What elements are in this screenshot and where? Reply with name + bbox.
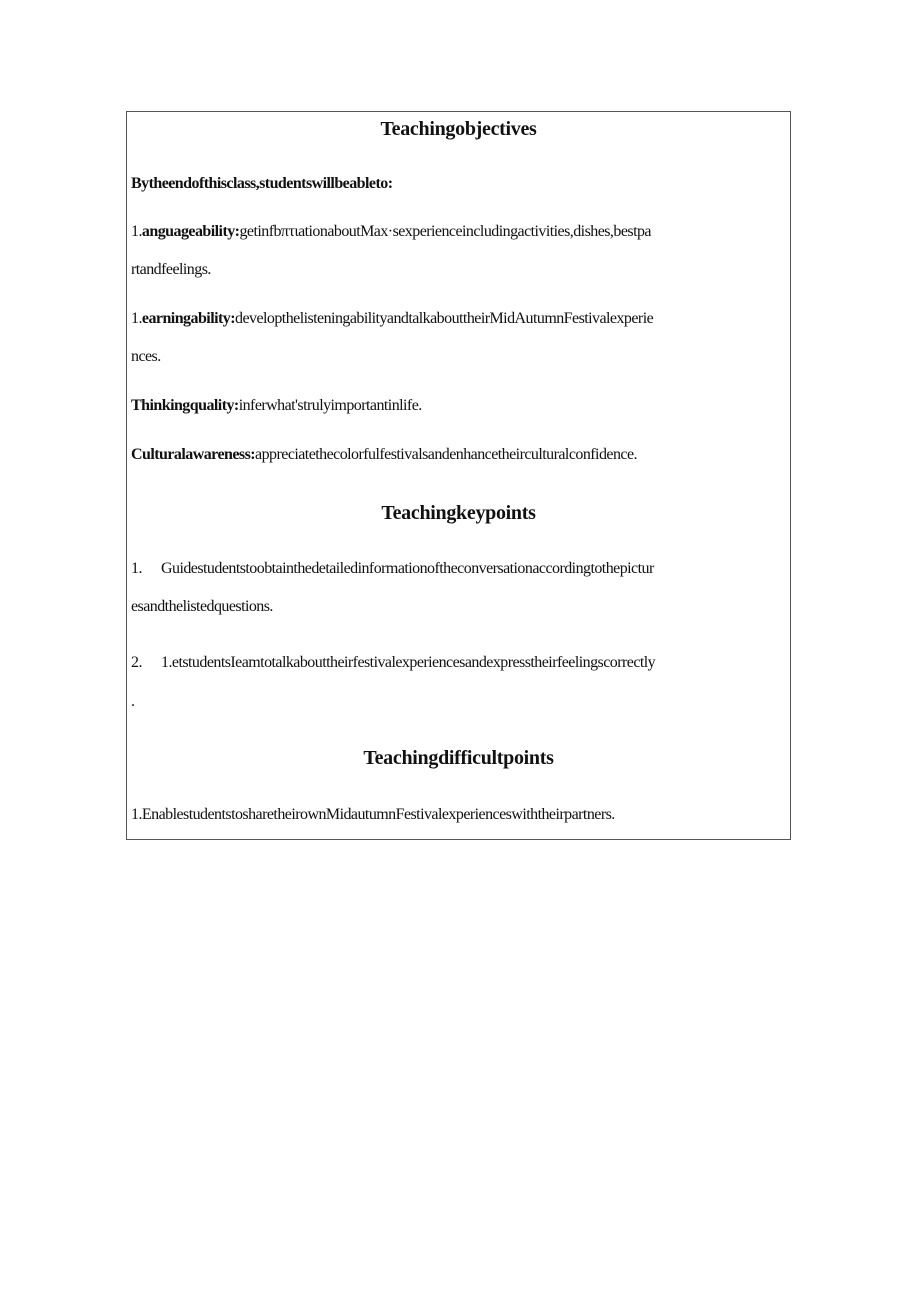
objective-cultural-label: Culturalawareness: — [131, 446, 256, 463]
difficult-points-heading: Teachingdifficultpoints — [363, 747, 554, 769]
objective-language-prefix: 1. — [131, 223, 142, 240]
objective-thinking — [131, 396, 787, 416]
objective-thinking-label: Thinkingquality: — [131, 397, 239, 414]
objectives-heading: Teachingobjectives — [380, 118, 537, 140]
key-point-1-line1 — [131, 559, 787, 579]
key-point-2-line1 — [131, 653, 787, 673]
objective-learning-label: earningability: — [141, 310, 235, 327]
objectives-intro: Bytheendofthisclass,studentswillbeableto: — [131, 175, 393, 192]
objective-language-text: getinfbπτιationaboutMax·sexperienceincludingactivities,dishes,bestpa — [239, 223, 651, 240]
objective-thinking-text: inferwhat'strulyimportantinlife. — [238, 397, 422, 414]
key-point-2-line2: . — [131, 693, 135, 710]
key-points-heading: Teachingkeypoints — [381, 502, 536, 524]
key-point-1-number: 1. — [131, 560, 142, 577]
key-point-2-number: 2. — [131, 654, 142, 671]
objective-learning-line2: nces. — [131, 348, 161, 365]
objective-learning-prefix: 1. — [131, 310, 142, 327]
lesson-plan-box — [126, 111, 791, 840]
objective-language-label: anguageability: — [141, 223, 240, 240]
difficult-point-1: 1.EnablestudentstosharetheirownMidautumnFestivalexperienceswiththeirpartners. — [131, 806, 615, 823]
objective-cultural-text: appreciatethecolorfulfestivalsandenhancetheirculturalconfidence. — [255, 446, 637, 463]
key-point-2-text: 1.etstudentsIeamtotalkabouttheirfestivalexperiencesandexpresstheirfeelingscorrectly — [161, 654, 656, 671]
objective-language-line2: rtandfeelings. — [131, 261, 211, 278]
key-point-1-text: Guidestudentstoobtainthedetailedinformationoftheconversationaccordingtothepictur — [161, 560, 654, 577]
key-point-1-line2: esandthelistedquestions. — [131, 598, 273, 615]
objective-learning-text: developthelisteningabilityandtalkabouttheirMidAutumnFestivalexperie — [235, 310, 654, 327]
objective-learning-line1 — [131, 309, 787, 329]
objective-cultural — [131, 445, 787, 465]
objective-language-line1 — [131, 222, 787, 242]
